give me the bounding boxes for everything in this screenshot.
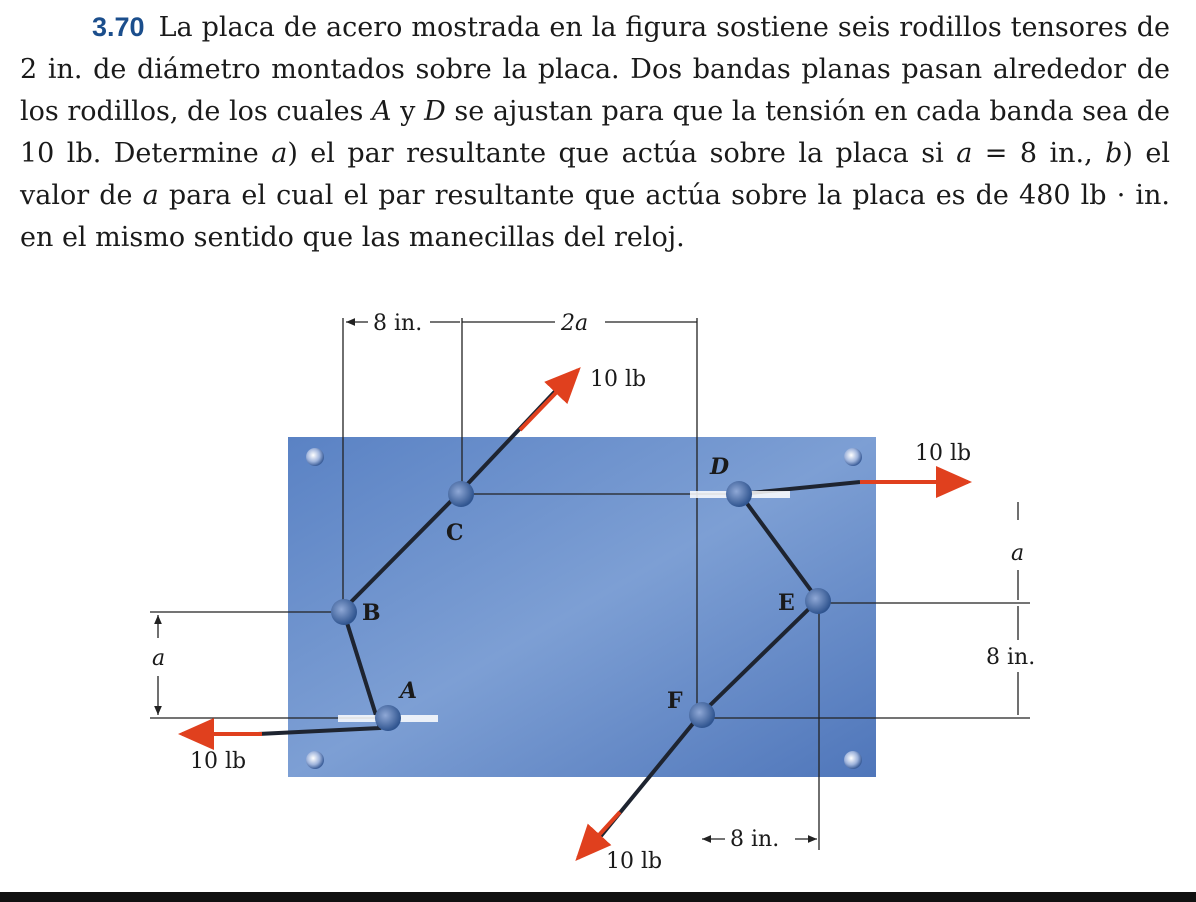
dim-left: a [152,646,166,671]
problem-number: 3.70 [92,12,145,42]
force-label-left: 10 lb [190,749,247,774]
force-label-top: 10 lb [590,367,647,392]
roller-F-icon [689,702,715,728]
bolt-top-left-icon [306,448,324,466]
force-label-bottom: 10 lb [606,849,663,874]
bolt-bottom-right-icon [844,751,862,769]
problem-text-6: para el cual el par resultante que actúa sobre la placa es de 480 lb · in. en el mismo sentido que las manecillas del reloj. [20,180,1171,253]
var-A: A [372,96,392,127]
var-a-2: a [142,180,159,211]
var-a: a [956,138,973,169]
force-label-right: 10 lb [915,441,972,466]
roller-C-icon [448,481,474,507]
bottom-rule [0,892,1196,902]
part-a-marker: a [271,138,288,169]
label-C: C [446,520,464,546]
label-B: B [362,600,381,626]
dim-top-left: 8 in. [373,311,423,336]
problem-text-1: La placa de acero mostrada en la figura sostiene seis rodillos tensores de 2 in. de diámetro montados sobre la placa. Dos bandas planas pasan alrededor de los rodillos, de los cuales [20,12,1170,127]
problem-text-4: = 8 in., [972,138,1106,169]
part-b-marker: b [1105,138,1123,169]
label-A: A [400,678,418,704]
var-D: D [424,96,446,127]
bolt-top-right-icon [844,448,862,466]
bolt-bottom-left-icon [306,751,324,769]
problem-text-5: ) el valor de [20,138,1171,211]
dim-right-upper: a [1011,541,1025,566]
problem-text-3: ) el par resultante que actúa sobre la placa si [287,138,957,169]
problem-text-y: y [391,96,425,127]
label-F: F [667,688,683,714]
roller-B-icon [331,599,357,625]
dim-bottom: 8 in. [730,827,780,852]
roller-D-icon [726,481,752,507]
label-D: D [710,454,730,480]
dim-top-mid: 2a [561,311,589,336]
roller-E-icon [805,588,831,614]
problem-text-2: se ajustan para que la tensión en cada banda sea de 10 lb. Determine [20,96,1171,169]
roller-A-icon [375,705,401,731]
label-E: E [778,590,795,616]
force-arrow-top [520,370,578,430]
dim-right-lower: 8 in. [986,645,1036,670]
